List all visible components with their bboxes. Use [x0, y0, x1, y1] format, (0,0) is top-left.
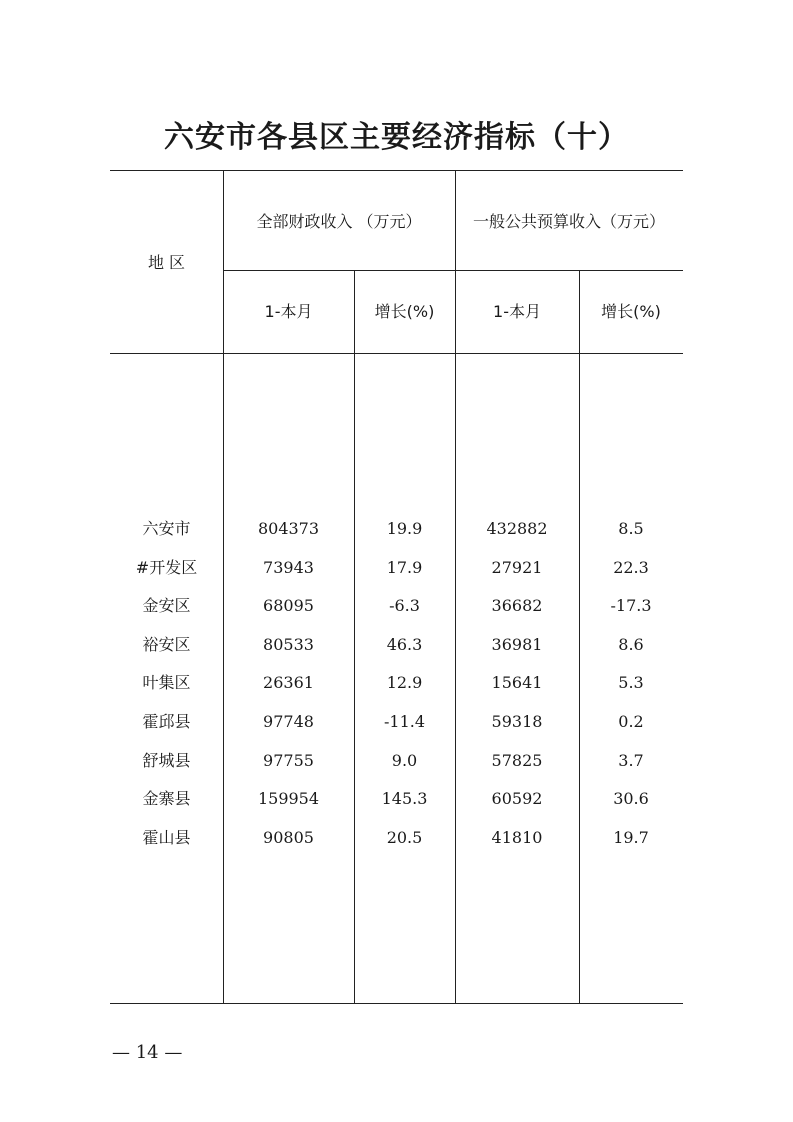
region-name: 叶集区: [142, 673, 191, 693]
region-name: 金安区: [142, 596, 191, 616]
header-public-budget-income: 一般公共预算收入（万元）: [472, 212, 665, 231]
budget-growth: 5.3: [618, 673, 644, 693]
table-row: [110, 633, 683, 672]
header-budget-ytd: 1-本月: [493, 302, 541, 321]
region-name: 六安市: [142, 519, 191, 538]
table-row: [110, 826, 683, 865]
table-row: [110, 787, 683, 826]
total-growth: 17.9: [386, 557, 423, 577]
table-top-rule: [110, 170, 683, 171]
budget-growth: 19.7: [613, 827, 649, 847]
total-growth: -6.3: [389, 596, 420, 616]
header-total-ytd: 1-本月: [264, 302, 313, 321]
budget-growth: 0.2: [618, 711, 644, 731]
total-growth: 46.3: [386, 634, 423, 654]
page-number: — 14 —: [112, 1042, 183, 1063]
budget-growth: 22.3: [613, 557, 649, 577]
budget-income: 15641: [491, 673, 543, 693]
total-income: 73943: [263, 557, 314, 577]
table-row: [110, 556, 683, 595]
table-row: [110, 517, 683, 556]
budget-growth: 8.6: [618, 634, 644, 654]
header-bottom-rule: [110, 353, 683, 354]
budget-growth: 30.6: [613, 789, 649, 809]
total-growth: -11.4: [383, 711, 426, 731]
region-name: 霍山县: [142, 827, 191, 847]
region-name: 舒城县: [142, 750, 191, 770]
region-name: #开发区: [135, 557, 198, 577]
budget-growth: 8.5: [618, 519, 644, 538]
budget-growth: -17.3: [610, 596, 652, 616]
total-growth: 20.5: [386, 827, 423, 847]
header-region: 地 区: [147, 253, 186, 272]
budget-income: 432882: [486, 519, 548, 538]
total-income: 80533: [263, 634, 314, 654]
region-name: 裕安区: [142, 634, 191, 654]
budget-income: 36682: [491, 596, 543, 616]
budget-income: 59318: [491, 711, 543, 731]
total-income: 68095: [263, 596, 314, 616]
table-row: [110, 710, 683, 749]
table-body: [110, 517, 683, 864]
total-growth: 145.3: [381, 789, 428, 809]
table-row: [110, 594, 683, 633]
total-growth: 12.9: [386, 673, 423, 693]
total-income: 159954: [257, 789, 320, 809]
total-income: 97755: [263, 750, 314, 770]
budget-income: 27921: [491, 557, 543, 577]
budget-income: 36981: [491, 634, 543, 654]
budget-income: 41810: [491, 827, 543, 847]
total-growth: 19.9: [386, 519, 423, 538]
total-income: 97748: [263, 711, 314, 731]
table-row: [110, 671, 683, 710]
budget-income: 60592: [491, 789, 543, 809]
region-name: 金寨县: [142, 789, 191, 809]
total-income: 804373: [257, 519, 320, 538]
header-total-growth: 增长(%): [374, 302, 435, 321]
header-budget-growth: 增长(%): [601, 302, 661, 321]
region-name: 霍邱县: [142, 711, 191, 731]
total-growth: 9.0: [391, 750, 418, 770]
total-income: 90805: [263, 827, 314, 847]
budget-income: 57825: [491, 750, 543, 770]
table-row: [110, 749, 683, 788]
table-bottom-rule: [110, 1003, 683, 1004]
total-income: 26361: [263, 673, 314, 693]
page-title: 六安市各县区主要经济指标（十）: [164, 120, 629, 155]
budget-growth: 3.7: [618, 750, 644, 770]
header-total-fiscal-income: 全部财政收入 （万元）: [256, 212, 422, 231]
header-mid-rule: [223, 270, 683, 271]
